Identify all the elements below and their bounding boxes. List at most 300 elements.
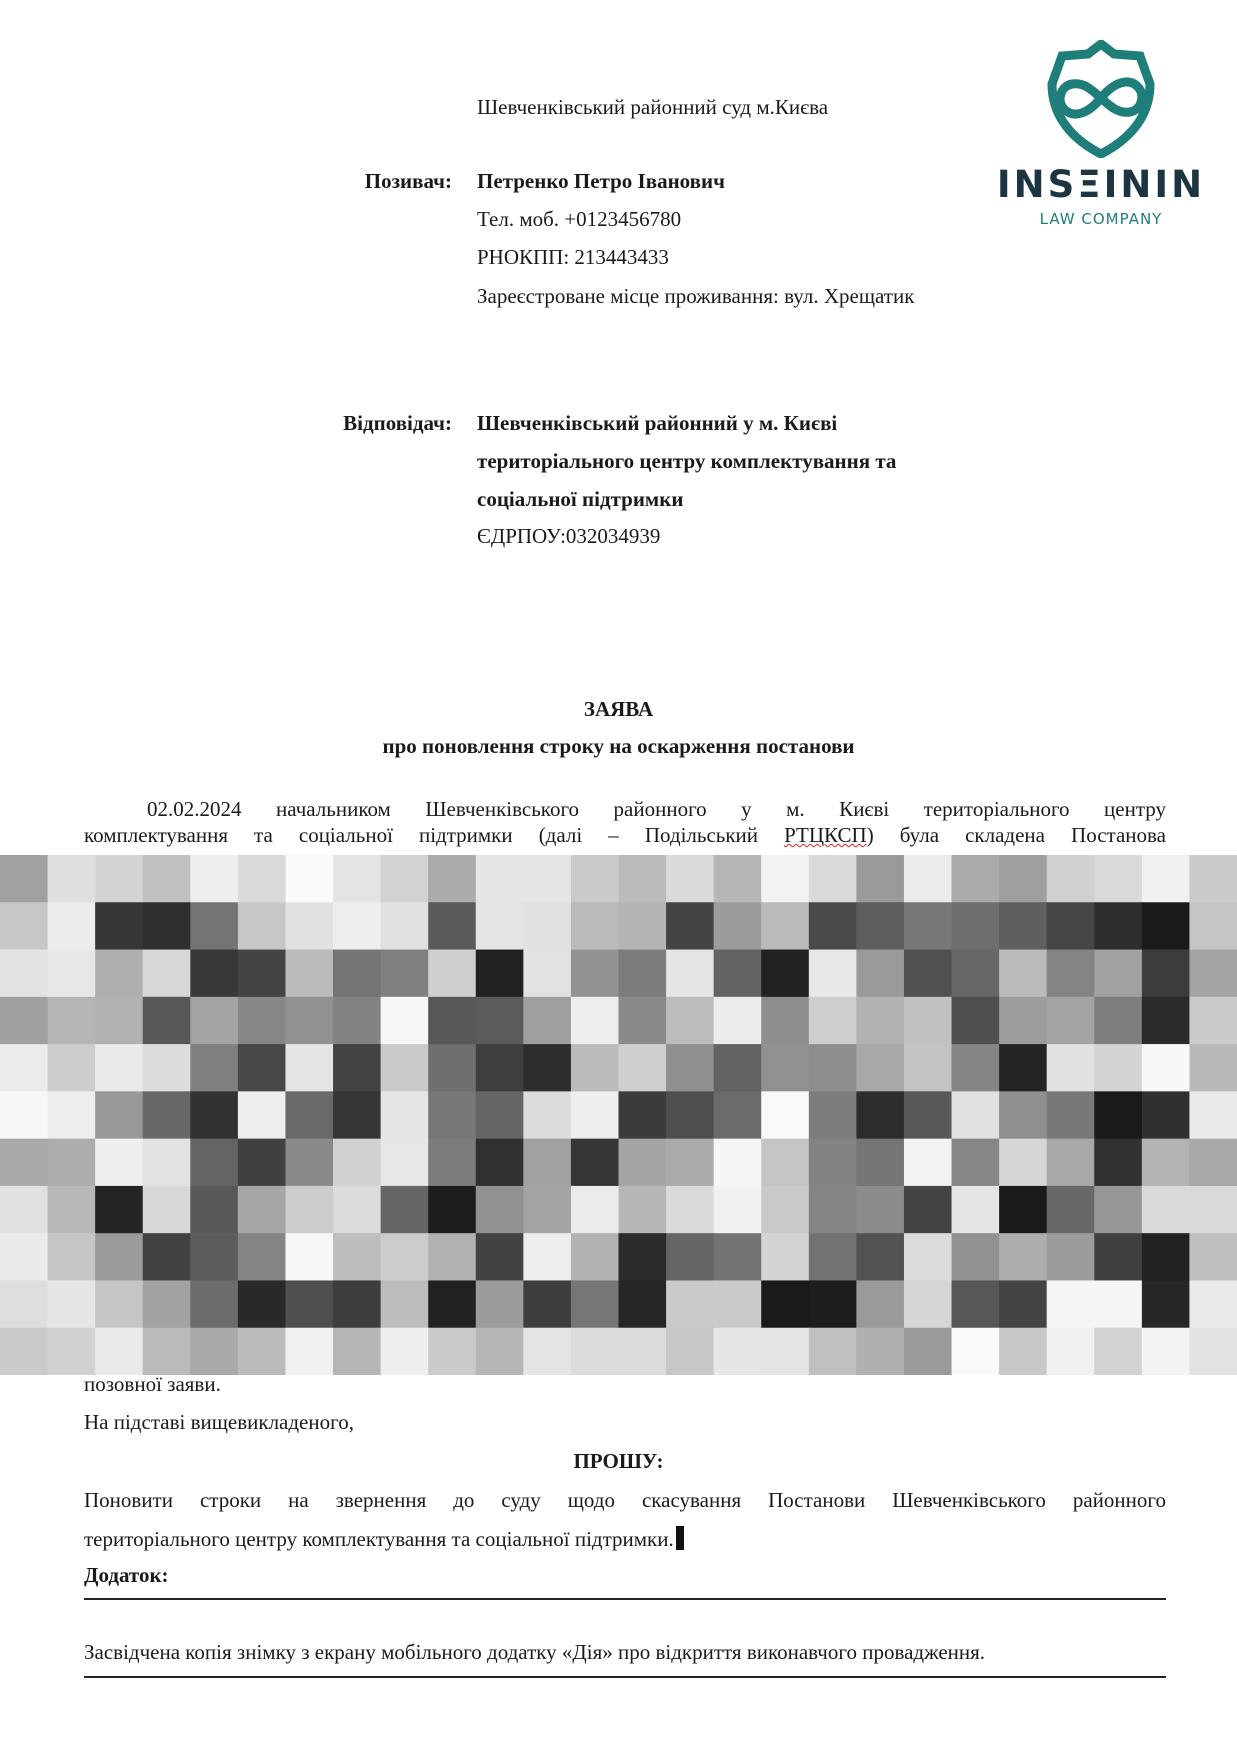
- mosaic-block: [1094, 1328, 1142, 1375]
- mosaic-block: [381, 1044, 429, 1092]
- mosaic-block: [48, 855, 96, 903]
- mosaic-block: [999, 1328, 1047, 1375]
- mosaic-block: [999, 997, 1047, 1045]
- mosaic-block: [143, 1328, 191, 1375]
- plaintiff-address: Зареєстроване місце проживання: вул. Хрещатик: [477, 284, 915, 308]
- request-line1: Поновити строки на звернення до суду щодо скасування Постанови Шевченківського районного: [84, 1488, 1166, 1512]
- mosaic-block: [571, 1280, 619, 1328]
- mosaic-block: [952, 1328, 1000, 1375]
- mosaic-block: [809, 997, 857, 1045]
- mosaic-block: [1142, 1091, 1190, 1139]
- mosaic-block: [0, 1280, 48, 1328]
- mosaic-block: [238, 997, 286, 1045]
- mosaic-block: [1047, 1328, 1095, 1375]
- mosaic-block: [999, 1280, 1047, 1328]
- mosaic-block: [95, 1186, 143, 1234]
- mosaic-block: [809, 1280, 857, 1328]
- mosaic-block: [1189, 855, 1237, 903]
- mosaic-block: [666, 1091, 714, 1139]
- mosaic-block: [476, 1233, 524, 1281]
- mosaic-block: [999, 1139, 1047, 1187]
- mosaic-block: [999, 855, 1047, 903]
- mosaic-block: [381, 1328, 429, 1375]
- mosaic-block: [428, 1328, 476, 1375]
- abbr-rtcksp: РТЦКСП: [784, 823, 867, 847]
- attachment-divider-top: [84, 1598, 1166, 1600]
- mosaic-block: [0, 1233, 48, 1281]
- mosaic-block: [904, 950, 952, 998]
- mosaic-block: [1047, 902, 1095, 950]
- mosaic-block: [523, 855, 571, 903]
- mosaic-block: [761, 855, 809, 903]
- mosaic-block: [48, 950, 96, 998]
- mosaic-block: [619, 997, 667, 1045]
- mosaic-block: [571, 1328, 619, 1375]
- mosaic-block: [1094, 855, 1142, 903]
- attachment-divider-bottom: [84, 1676, 1166, 1678]
- mosaic-block: [856, 997, 904, 1045]
- mosaic-block: [999, 1233, 1047, 1281]
- mosaic-block: [143, 1044, 191, 1092]
- mosaic-block: [714, 1044, 762, 1092]
- mosaic-block: [333, 950, 381, 998]
- mosaic-block: [952, 950, 1000, 998]
- request-heading: ПРОШУ:: [573, 1449, 664, 1473]
- mosaic-block: [1094, 1044, 1142, 1092]
- mosaic-block: [190, 902, 238, 950]
- mosaic-block: [1189, 1328, 1237, 1375]
- mosaic-block: [285, 1091, 333, 1139]
- mosaic-block: [904, 1186, 952, 1234]
- mosaic-block: [238, 1139, 286, 1187]
- logo-company-subtitle: LAW COMPANY: [1039, 210, 1163, 228]
- mosaic-block: [809, 1328, 857, 1375]
- mosaic-block: [143, 950, 191, 998]
- mosaic-block: [904, 1091, 952, 1139]
- mosaic-block: [761, 902, 809, 950]
- attachment-label: Додаток:: [84, 1563, 169, 1587]
- mosaic-block: [1094, 997, 1142, 1045]
- mosaic-block: [1142, 1186, 1190, 1234]
- mosaic-block: [1047, 1091, 1095, 1139]
- mosaic-block: [619, 1044, 667, 1092]
- mosaic-block: [333, 1328, 381, 1375]
- mosaic-block: [856, 1328, 904, 1375]
- mosaic-block: [666, 1139, 714, 1187]
- mosaic-block: [285, 997, 333, 1045]
- mosaic-block: [666, 1044, 714, 1092]
- mosaic-block: [619, 1139, 667, 1187]
- mosaic-block: [952, 997, 1000, 1045]
- mosaic-block: [666, 1233, 714, 1281]
- mosaic-block: [428, 1139, 476, 1187]
- mosaic-block: [999, 1091, 1047, 1139]
- mosaic-block: [428, 1091, 476, 1139]
- mosaic-block: [238, 1280, 286, 1328]
- mosaic-block: [143, 1280, 191, 1328]
- mosaic-block: [143, 1139, 191, 1187]
- body-paragraph-line2: комплектування та соціальної підтримки (далі – Подільський РТЦКСП) була складена Постанова: [84, 823, 1167, 847]
- mosaic-block: [1189, 1044, 1237, 1092]
- defendant-label: Відповідач:: [343, 411, 452, 435]
- mosaic-block: [619, 855, 667, 903]
- mosaic-block: [523, 1280, 571, 1328]
- mosaic-block: [95, 1044, 143, 1092]
- mosaic-block: [904, 1280, 952, 1328]
- mosaic-block: [1047, 855, 1095, 903]
- mosaic-block: [999, 950, 1047, 998]
- defendant-name-line3: соціальної підтримки: [477, 487, 684, 511]
- mosaic-block: [952, 1091, 1000, 1139]
- mosaic-block: [856, 1280, 904, 1328]
- mosaic-block: [143, 855, 191, 903]
- defendant-edrpou: ЄДРПОУ:032034939: [477, 524, 661, 548]
- mosaic-block: [143, 1091, 191, 1139]
- mosaic-block: [1142, 1139, 1190, 1187]
- mosaic-block: [809, 1233, 857, 1281]
- mosaic-block: [476, 997, 524, 1045]
- mosaic-block: [619, 1186, 667, 1234]
- mosaic-block: [809, 1044, 857, 1092]
- mosaic-block: [1047, 1044, 1095, 1092]
- mosaic-block: [1094, 1186, 1142, 1234]
- mosaic-block: [285, 1280, 333, 1328]
- mosaic-block: [666, 1280, 714, 1328]
- mosaic-block: [0, 1186, 48, 1234]
- mosaic-block: [714, 855, 762, 903]
- mosaic-block: [856, 1139, 904, 1187]
- mosaic-block: [714, 1139, 762, 1187]
- mosaic-block: [952, 902, 1000, 950]
- mosaic-block: [856, 1186, 904, 1234]
- defendant-name-line2: територіального центру комплектування та: [477, 449, 897, 473]
- mosaic-block: [190, 1044, 238, 1092]
- mosaic-block: [381, 1186, 429, 1234]
- mosaic-block: [333, 1044, 381, 1092]
- mosaic-block: [48, 997, 96, 1045]
- mosaic-block: [523, 902, 571, 950]
- mosaic-block: [904, 1139, 952, 1187]
- mosaic-block: [48, 1233, 96, 1281]
- mosaic-block: [476, 1280, 524, 1328]
- mosaic-block: [238, 950, 286, 998]
- mosaic-block: [48, 902, 96, 950]
- mosaic-block: [1189, 1091, 1237, 1139]
- mosaic-block: [1142, 1044, 1190, 1092]
- mosaic-block: [571, 997, 619, 1045]
- mosaic-block: [714, 1280, 762, 1328]
- mosaic-block: [619, 902, 667, 950]
- mosaic-block: [428, 1044, 476, 1092]
- mosaic-block: [666, 1328, 714, 1375]
- mosaic-block: [666, 950, 714, 998]
- mosaic-block: [904, 997, 952, 1045]
- mosaic-block: [428, 902, 476, 950]
- mosaic-block: [571, 1186, 619, 1234]
- mosaic-block: [476, 1091, 524, 1139]
- mosaic-block: [1142, 1280, 1190, 1328]
- mosaic-block: [571, 950, 619, 998]
- mosaic-block: [1189, 902, 1237, 950]
- mosaic-block: [856, 855, 904, 903]
- mosaic-block: [95, 950, 143, 998]
- mosaic-block: [95, 1328, 143, 1375]
- mosaic-block: [48, 1328, 96, 1375]
- mosaic-block: [1094, 950, 1142, 998]
- mosaic-block: [999, 902, 1047, 950]
- mosaic-block: [48, 1091, 96, 1139]
- mosaic-block: [904, 1044, 952, 1092]
- plaintiff-phone: Тел. моб. +0123456780: [477, 207, 682, 231]
- mosaic-block: [714, 950, 762, 998]
- mosaic-block: [95, 1139, 143, 1187]
- mosaic-block: [238, 1233, 286, 1281]
- mosaic-block: [619, 1328, 667, 1375]
- infinity-shield-icon: [1036, 40, 1166, 158]
- mosaic-block: [48, 1186, 96, 1234]
- mosaic-block: [190, 950, 238, 998]
- mosaic-block: [143, 902, 191, 950]
- mosaic-block: [333, 1091, 381, 1139]
- mosaic-block: [285, 1186, 333, 1234]
- attachment-item: Засвідчена копія знімку з екрану мобільного додатку «Дія» про відкриття виконавчого провадження.: [84, 1640, 986, 1664]
- mosaic-block: [95, 997, 143, 1045]
- mosaic-block: [190, 997, 238, 1045]
- mosaic-block: [714, 1186, 762, 1234]
- mosaic-block: [1047, 1233, 1095, 1281]
- mosaic-block: [143, 997, 191, 1045]
- mosaic-block: [714, 1233, 762, 1281]
- mosaic-block: [0, 855, 48, 903]
- mosaic-block: [0, 902, 48, 950]
- mosaic-block: [190, 1091, 238, 1139]
- logo-company-name: INSΞININ: [996, 163, 1206, 206]
- mosaic-block: [1142, 902, 1190, 950]
- mosaic-block: [1047, 950, 1095, 998]
- mosaic-block: [619, 1091, 667, 1139]
- mosaic-block: [143, 1233, 191, 1281]
- mosaic-block: [333, 1139, 381, 1187]
- mosaic-block: [190, 1233, 238, 1281]
- mosaic-block: [523, 997, 571, 1045]
- mosaic-block: [952, 1280, 1000, 1328]
- mosaic-block: [238, 902, 286, 950]
- mosaic-block: [809, 950, 857, 998]
- mosaic-block: [666, 1186, 714, 1234]
- mosaic-block: [714, 902, 762, 950]
- mosaic-block: [285, 950, 333, 998]
- mosaic-block: [476, 1328, 524, 1375]
- mosaic-block: [95, 902, 143, 950]
- mosaic-block: [714, 1091, 762, 1139]
- mosaic-block: [761, 1233, 809, 1281]
- mosaic-block: [285, 1044, 333, 1092]
- mosaic-block: [523, 1233, 571, 1281]
- mosaic-block: [1189, 997, 1237, 1045]
- mosaic-block: [190, 855, 238, 903]
- mosaic-block: [1094, 1233, 1142, 1281]
- mosaic-block: [856, 950, 904, 998]
- mosaic-block: [333, 1186, 381, 1234]
- mosaic-block: [428, 950, 476, 998]
- mosaic-block: [904, 1233, 952, 1281]
- mosaic-block: [856, 1044, 904, 1092]
- mosaic-block: [1189, 1280, 1237, 1328]
- mosaic-block: [952, 1044, 1000, 1092]
- mosaic-block: [1189, 1186, 1237, 1234]
- mosaic-block: [381, 1280, 429, 1328]
- mosaic-block: [190, 1139, 238, 1187]
- body-paragraph-end: позовної заяви.: [84, 1372, 221, 1396]
- document-title: ЗАЯВА: [583, 697, 654, 721]
- mosaic-block: [952, 855, 1000, 903]
- mosaic-block: [761, 1186, 809, 1234]
- mosaic-block: [809, 902, 857, 950]
- basis-line: На підставі вищевикладеного,: [84, 1410, 354, 1434]
- mosaic-block: [904, 1328, 952, 1375]
- mosaic-block: [95, 1091, 143, 1139]
- mosaic-block: [666, 902, 714, 950]
- mosaic-block: [48, 1139, 96, 1187]
- mosaic-block: [381, 855, 429, 903]
- mosaic-block: [285, 855, 333, 903]
- mosaic-block: [1142, 1328, 1190, 1375]
- mosaic-block: [1142, 855, 1190, 903]
- mosaic-block: [571, 1091, 619, 1139]
- mosaic-block: [1142, 997, 1190, 1045]
- mosaic-block: [952, 1233, 1000, 1281]
- mosaic-block: [476, 1139, 524, 1187]
- mosaic-block: [190, 1328, 238, 1375]
- court-name: Шевченківський районний суд м.Києва: [477, 95, 829, 119]
- mosaic-block: [0, 1328, 48, 1375]
- mosaic-block: [809, 1091, 857, 1139]
- mosaic-block: [619, 950, 667, 998]
- mosaic-block: [428, 1280, 476, 1328]
- mosaic-block: [952, 1186, 1000, 1234]
- mosaic-block: [1189, 1233, 1237, 1281]
- mosaic-block: [761, 1328, 809, 1375]
- mosaic-block: [761, 1139, 809, 1187]
- mosaic-block: [571, 902, 619, 950]
- mosaic-block: [285, 1328, 333, 1375]
- mosaic-block: [285, 902, 333, 950]
- mosaic-block: [856, 1233, 904, 1281]
- mosaic-block: [952, 1139, 1000, 1187]
- mosaic-block: [333, 1280, 381, 1328]
- mosaic-block: [428, 855, 476, 903]
- mosaic-block: [381, 1233, 429, 1281]
- mosaic-block: [999, 1186, 1047, 1234]
- mosaic-block: [381, 997, 429, 1045]
- mosaic-block: [48, 1044, 96, 1092]
- mosaic-block: [714, 1328, 762, 1375]
- mosaic-block: [0, 1139, 48, 1187]
- mosaic-block: [571, 1139, 619, 1187]
- mosaic-block: [904, 855, 952, 903]
- mosaic-block: [999, 1044, 1047, 1092]
- mosaic-block: [238, 855, 286, 903]
- mosaic-block: [381, 1139, 429, 1187]
- mosaic-block: [523, 1186, 571, 1234]
- mosaic-block: [190, 1186, 238, 1234]
- mosaic-block: [761, 1044, 809, 1092]
- mosaic-block: [761, 950, 809, 998]
- mosaic-block: [1047, 1186, 1095, 1234]
- mosaic-block: [809, 1139, 857, 1187]
- document-subtitle: про поновлення строку на оскарження постанови: [382, 734, 855, 758]
- mosaic-block: [761, 1280, 809, 1328]
- mosaic-block: [48, 1280, 96, 1328]
- mosaic-block: [95, 855, 143, 903]
- mosaic-block: [428, 997, 476, 1045]
- mosaic-block: [476, 902, 524, 950]
- mosaic-block: [1142, 950, 1190, 998]
- mosaic-block: [381, 902, 429, 950]
- mosaic-block: [285, 1233, 333, 1281]
- mosaic-block: [0, 950, 48, 998]
- mosaic-block: [333, 997, 381, 1045]
- mosaic-block: [1047, 1280, 1095, 1328]
- mosaic-block: [1094, 1139, 1142, 1187]
- mosaic-block: [1094, 1280, 1142, 1328]
- mosaic-block: [238, 1328, 286, 1375]
- mosaic-block: [904, 902, 952, 950]
- mosaic-block: [1094, 1091, 1142, 1139]
- mosaic-block: [238, 1044, 286, 1092]
- mosaic-block: [571, 855, 619, 903]
- company-logo: [996, 40, 1206, 235]
- mosaic-block: [0, 997, 48, 1045]
- mosaic-block: [523, 1328, 571, 1375]
- mosaic-block: [238, 1186, 286, 1234]
- mosaic-block: [666, 997, 714, 1045]
- mosaic-block: [856, 1091, 904, 1139]
- mosaic-block: [381, 950, 429, 998]
- mosaic-block: [0, 1091, 48, 1139]
- mosaic-block: [571, 1233, 619, 1281]
- mosaic-block: [809, 1186, 857, 1234]
- mosaic-block: [666, 855, 714, 903]
- mosaic-block: [238, 1091, 286, 1139]
- mosaic-block: [1189, 1139, 1237, 1187]
- mosaic-block: [333, 855, 381, 903]
- mosaic-block: [761, 1091, 809, 1139]
- mosaic-block: [523, 950, 571, 998]
- plaintiff-label: Позивач:: [364, 169, 452, 193]
- mosaic-block: [476, 1186, 524, 1234]
- request-line2: територіального центру комплектування та соціальної підтримки.: [84, 1526, 684, 1552]
- mosaic-block: [523, 1091, 571, 1139]
- mosaic-block: [428, 1233, 476, 1281]
- mosaic-block: [856, 902, 904, 950]
- mosaic-block: [1047, 1139, 1095, 1187]
- plaintiff-tax-id: РНОКПП: 213443433: [477, 245, 669, 269]
- mosaic-block: [190, 1280, 238, 1328]
- plaintiff-name: Петренко Петро Іванович: [477, 169, 725, 193]
- mosaic-block: [523, 1139, 571, 1187]
- mosaic-block: [95, 1233, 143, 1281]
- mosaic-block: [1142, 1233, 1190, 1281]
- mosaic-block: [381, 1091, 429, 1139]
- mosaic-block: [809, 855, 857, 903]
- mosaic-block: [333, 902, 381, 950]
- mosaic-block: [0, 1044, 48, 1092]
- body-paragraph-line1: 02.02.2024 начальником Шевченківського районного у м. Києві територіального центру: [147, 797, 1166, 821]
- redacted-content-mosaic: [0, 855, 1237, 1375]
- text-cursor: [676, 1526, 684, 1550]
- mosaic-block: [571, 1044, 619, 1092]
